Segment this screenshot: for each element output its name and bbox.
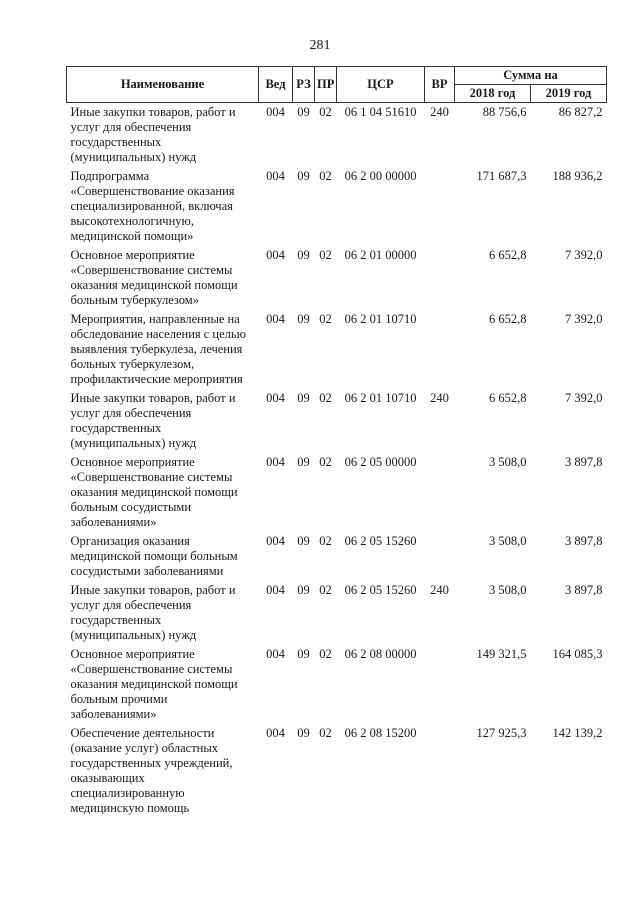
- row-amount-2019: 7 392,0: [565, 312, 603, 326]
- row-name: Иные закупки товаров, работ и услуг для обеспечения государственных (муниципальных) нужд: [70, 583, 236, 642]
- table-row: [67, 387, 607, 451]
- row-amount-2019: 86 827,2: [558, 105, 603, 119]
- row-amount-2019: 3 897,8: [565, 455, 603, 469]
- header-rz: РЗ: [293, 67, 315, 103]
- row-amount-2018: 3 508,0: [489, 534, 527, 548]
- row-vr: [425, 643, 455, 722]
- row-rz: 09: [297, 105, 310, 119]
- row-amount-2018: 6 652,8: [489, 391, 527, 405]
- row-ved: 004: [266, 455, 285, 469]
- row-rz: 09: [297, 455, 310, 469]
- table-row: [67, 722, 607, 816]
- row-csr: 06 2 05 15260: [344, 583, 417, 597]
- row-pr: 02: [319, 534, 332, 548]
- header-pr: ПР: [315, 67, 337, 103]
- header-year-2019: 2019 год: [531, 85, 607, 103]
- row-csr: 06 2 01 00000: [344, 248, 417, 262]
- header-csr: ЦСР: [337, 67, 425, 103]
- row-amount-2019: 7 392,0: [565, 391, 603, 405]
- row-pr: 02: [319, 583, 332, 597]
- table-row: [67, 643, 607, 722]
- row-amount-2019: 142 139,2: [552, 726, 603, 740]
- row-amount-2019: 188 936,2: [552, 169, 603, 183]
- row-rz: 09: [297, 312, 310, 326]
- row-pr: 02: [319, 248, 332, 262]
- row-vr: [425, 308, 455, 387]
- row-ved: 004: [266, 312, 285, 326]
- row-vr: [425, 722, 455, 816]
- row-csr: 06 2 08 00000: [344, 647, 417, 661]
- row-amount-2018: 149 321,5: [476, 647, 527, 661]
- row-vr: [425, 451, 455, 530]
- table-row: [67, 165, 607, 244]
- row-name: Обеспечение деятельности (оказание услуг) областных государственных учреждений, оказывающих специализированную медицинскую помощь: [70, 726, 233, 815]
- row-rz: 09: [297, 583, 310, 597]
- row-amount-2019: 3 897,8: [565, 534, 603, 548]
- row-rz: 09: [297, 726, 310, 740]
- row-name: Подпрограмма «Совершенствование оказания специализированной, включая высокотехнологичную, медицинской помощи»: [70, 169, 235, 243]
- row-name: Организация оказания медицинской помощи больным сосудистыми заболеваниями: [70, 534, 238, 578]
- row-csr: 06 2 08 15200: [344, 726, 417, 740]
- row-name: Основное мероприятие «Совершенствование системы оказания медицинской помощи больным сосудистыми заболеваниями»: [70, 455, 238, 529]
- row-ved: 004: [266, 105, 285, 119]
- row-pr: 02: [319, 391, 332, 405]
- table-header: [67, 67, 607, 103]
- row-name: Мероприятия, направленные на обследование населения с целью выявления туберкулеза, лечения больных туберкулезом, профилактические мероприятия: [70, 312, 246, 386]
- page-number: 281: [309, 38, 331, 53]
- row-rz: 09: [297, 534, 310, 548]
- row-vr: [425, 244, 455, 308]
- row-amount-2018: 171 687,3: [476, 169, 527, 183]
- row-vr: 240: [430, 583, 449, 597]
- row-vr: [425, 530, 455, 579]
- table-row: [67, 103, 607, 166]
- row-rz: 09: [297, 169, 310, 183]
- row-amount-2019: 164 085,3: [552, 647, 603, 661]
- row-ved: 004: [266, 248, 285, 262]
- row-name: Иные закупки товаров, работ и услуг для обеспечения государственных (муниципальных) нужд: [70, 105, 236, 164]
- row-name: Основное мероприятие «Совершенствование системы оказания медицинской помощи больным туберкулезом»: [70, 248, 238, 307]
- row-ved: 004: [266, 534, 285, 548]
- row-amount-2018: 88 756,6: [482, 105, 527, 119]
- table-row: [67, 579, 607, 643]
- row-amount-2019: 7 392,0: [565, 248, 603, 262]
- row-csr: 06 2 01 10710: [344, 391, 417, 405]
- row-rz: 09: [297, 248, 310, 262]
- row-vr: [425, 165, 455, 244]
- row-vr: 240: [430, 105, 449, 119]
- row-pr: 02: [319, 726, 332, 740]
- header-vr: ВР: [425, 67, 455, 103]
- row-pr: 02: [319, 647, 332, 661]
- row-ved: 004: [266, 726, 285, 740]
- table-body: [67, 103, 607, 817]
- row-ved: 004: [266, 391, 285, 405]
- header-year-2018: 2018 год: [455, 85, 531, 103]
- row-ved: 004: [266, 647, 285, 661]
- row-rz: 09: [297, 647, 310, 661]
- row-amount-2019: 3 897,8: [565, 583, 603, 597]
- row-rz: 09: [297, 391, 310, 405]
- row-pr: 02: [319, 312, 332, 326]
- row-name: Основное мероприятие «Совершенствование системы оказания медицинской помощи больным прочими заболеваниями»: [70, 647, 238, 721]
- row-csr: 06 1 04 51610: [344, 105, 417, 119]
- row-name: Иные закупки товаров, работ и услуг для обеспечения государственных (муниципальных) нужд: [70, 391, 236, 450]
- row-pr: 02: [319, 105, 332, 119]
- table-row: [67, 451, 607, 530]
- budget-table: [66, 66, 607, 816]
- row-csr: 06 2 01 10710: [344, 312, 417, 326]
- table-row: [67, 308, 607, 387]
- row-amount-2018: 127 925,3: [476, 726, 527, 740]
- row-csr: 06 2 05 00000: [344, 455, 417, 469]
- row-amount-2018: 3 508,0: [489, 583, 527, 597]
- table-row: [67, 244, 607, 308]
- row-amount-2018: 3 508,0: [489, 455, 527, 469]
- header-name: Наименование: [67, 67, 259, 103]
- row-pr: 02: [319, 455, 332, 469]
- row-csr: 06 2 05 15260: [344, 534, 417, 548]
- row-csr: 06 2 00 00000: [344, 169, 417, 183]
- row-ved: 004: [266, 583, 285, 597]
- row-vr: 240: [430, 391, 449, 405]
- table-row: [67, 530, 607, 579]
- row-pr: 02: [319, 169, 332, 183]
- header-ved: Вед: [259, 67, 293, 103]
- row-amount-2018: 6 652,8: [489, 248, 527, 262]
- row-ved: 004: [266, 169, 285, 183]
- header-sum-on: Сумма на: [455, 67, 607, 85]
- row-amount-2018: 6 652,8: [489, 312, 527, 326]
